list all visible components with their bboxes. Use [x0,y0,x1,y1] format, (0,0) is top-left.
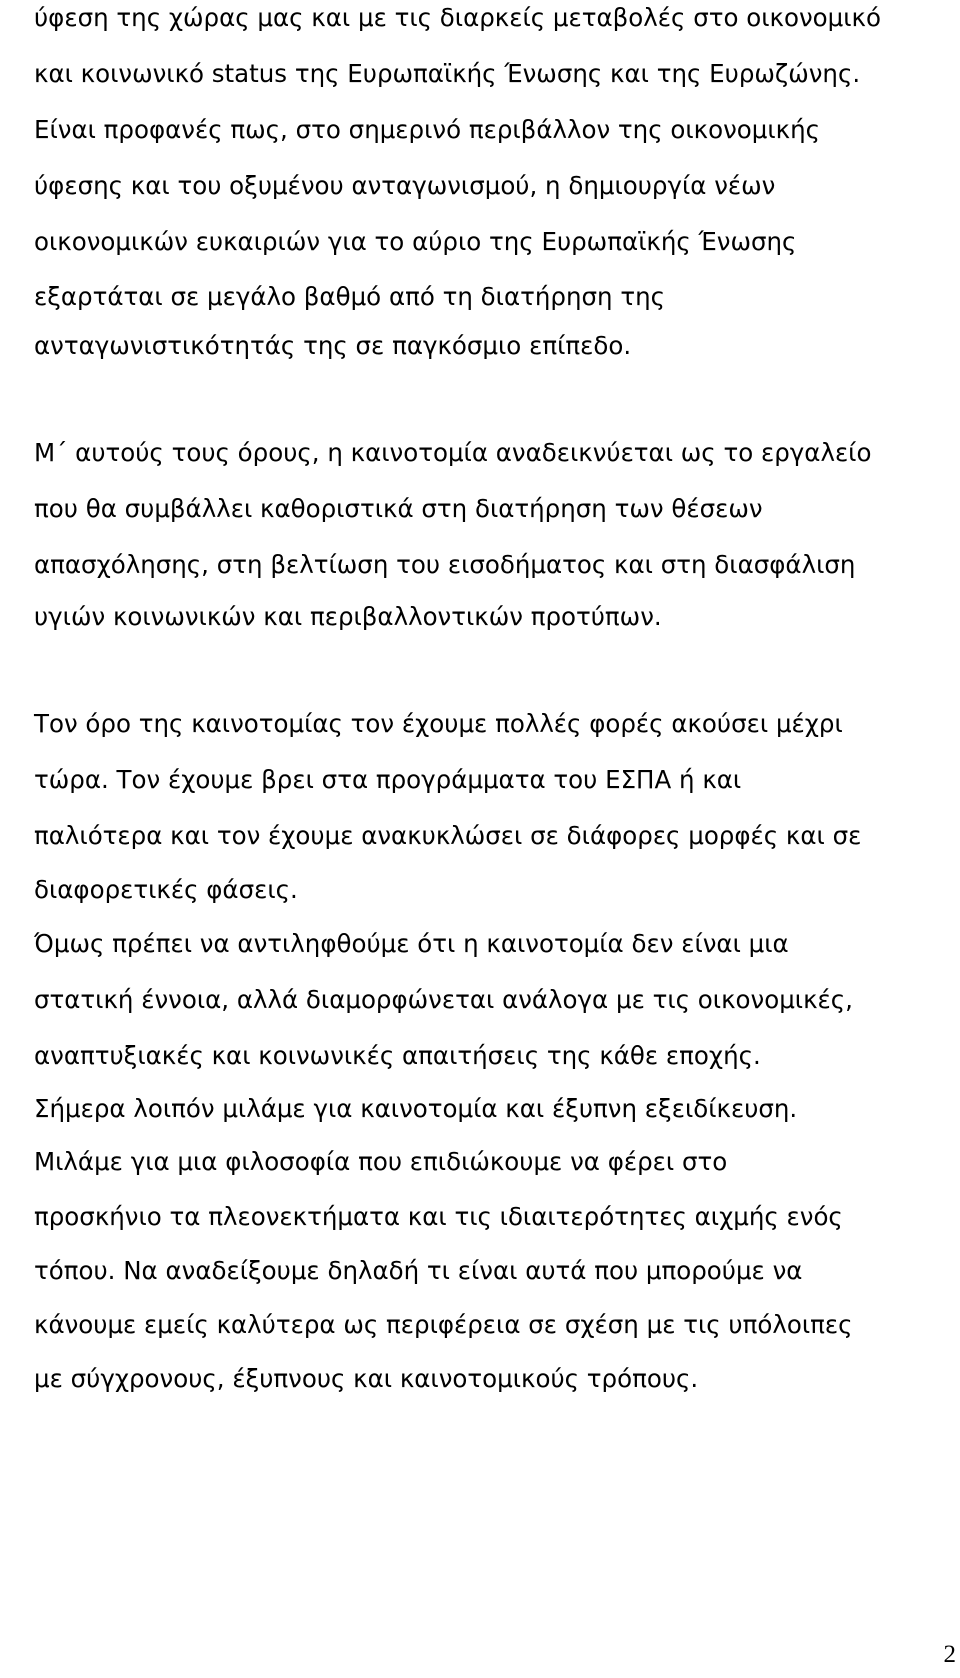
text-line: Τον όρο της καινοτομίας τον έχουμε πολλές φορές ακούσει μέχρι [34,709,843,738]
text-line: υγιών κοινωνικών και περιβαλλοντικών προτύπων. [34,602,662,631]
text-line: με σύγχρονους, έξυπνους και καινοτομικούς τρόπους. [34,1364,699,1393]
text-line: οικονομικών ευκαιριών για το αύριο της Ευρωπαϊκής Ένωσης [34,227,797,256]
text-line: τώρα. Τον έχουμε βρει στα προγράμματα του ΕΣΠΑ ή και [34,765,742,794]
text-line: ύφεσης και του οξυμένου ανταγωνισμού, η δημιουργία νέων [34,171,776,200]
text-line: αναπτυξιακές και κοινωνικές απαιτήσεις της κάθε εποχής. [34,1041,761,1070]
text-line: Όμως πρέπει να αντιληφθούμε ότι η καινοτομία δεν είναι μια [34,929,789,958]
text-line: προσκήνιο τα πλεονεκτήματα και τις ιδιαιτερότητες αιχμής ενός [34,1202,843,1231]
text-line: διαφορετικές φάσεις. [34,875,298,904]
text-line: τόπου. Να αναδείξουμε δηλαδή τι είναι αυτά που μπορούμε να [34,1256,803,1285]
text-line: κάνουμε εμείς καλύτερα ως περιφέρεια σε σχέση με τις υπόλοιπες [34,1310,853,1339]
page-number: 2 [943,1641,956,1668]
text-line: ύφεση της χώρας μας και με τις διαρκείς μεταβολές στο οικονομικό [34,3,881,32]
text-line: Σήμερα λοιπόν μιλάμε για καινοτομία και έξυπνη εξειδίκευση. [34,1094,798,1123]
text-line: παλιότερα και τον έχουμε ανακυκλώσει σε διάφορες μορφές και σε [34,821,862,850]
text-line: που θα συμβάλλει καθοριστικά στη διατήρηση των θέσεων [34,494,763,523]
text-line: ανταγωνιστικότητάς της σε παγκόσμιο επίπεδο. [34,331,632,360]
text-line: και κοινωνικό status της Ευρωπαϊκής Ένωσης και της Ευρωζώνης. [34,59,861,88]
text-line: στατική έννοια, αλλά διαμορφώνεται ανάλογα με τις οικονομικές, [34,985,853,1014]
text-line: Μ΄ αυτούς τους όρους, η καινοτομία αναδεικνύεται ως το εργαλείο [34,438,872,467]
text-line: εξαρτάται σε μεγάλο βαθμό από τη διατήρηση της [34,282,665,311]
text-line: Είναι προφανές πως, στο σημερινό περιβάλλον της οικονομικής [34,115,820,144]
text-line: απασχόλησης, στη βελτίωση του εισοδήματος και στη διασφάλιση [34,550,856,579]
text-line: Μιλάμε για μια φιλοσοφία που επιδιώκουμε να φέρει στο [34,1147,728,1176]
